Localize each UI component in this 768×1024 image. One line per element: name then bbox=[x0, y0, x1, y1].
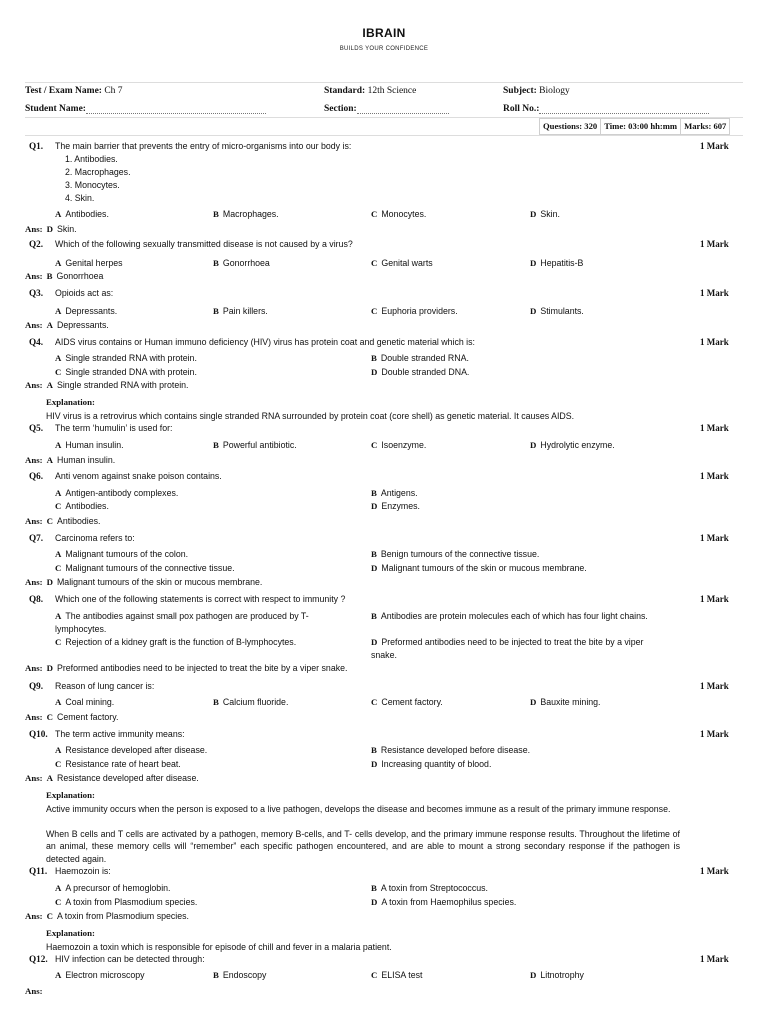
option-text: Antigens. bbox=[380, 488, 418, 498]
option-text: A toxin from Plasmodium species. bbox=[65, 897, 198, 907]
question-number: Q8. bbox=[29, 594, 44, 604]
question-text: Reason of lung cancer is: bbox=[55, 681, 155, 691]
question-list-item: 1. Antibodies. bbox=[65, 154, 118, 164]
option-letter: B bbox=[213, 258, 219, 268]
option-letter: A bbox=[55, 488, 62, 498]
option-d[interactable] bbox=[371, 366, 681, 379]
option-text: Enzymes. bbox=[381, 501, 420, 511]
option-letter: A bbox=[55, 697, 62, 707]
option-text: Antibodies. bbox=[65, 501, 109, 511]
option-c[interactable] bbox=[55, 366, 365, 379]
option-letter: B bbox=[371, 611, 377, 621]
brand-title: IBRAIN bbox=[362, 26, 406, 40]
answer-line bbox=[25, 516, 101, 526]
option-c[interactable] bbox=[55, 896, 365, 909]
answer-label: Ans: bbox=[25, 986, 43, 996]
option-b[interactable] bbox=[371, 744, 681, 757]
option-b[interactable] bbox=[371, 352, 681, 365]
option-letter: C bbox=[55, 637, 62, 647]
option-letter: B bbox=[213, 970, 219, 980]
option-d[interactable] bbox=[371, 896, 681, 909]
question-mark: 1 Mark bbox=[700, 471, 729, 481]
answer-text: Preformed antibodies need to be injected to treat the bite by a viper snake. bbox=[56, 663, 348, 673]
option-a[interactable] bbox=[55, 969, 205, 982]
question-text: The main barrier that prevents the entry of micro-organisms into our body is: bbox=[55, 141, 352, 151]
answer-line bbox=[25, 712, 118, 722]
answer-label: Ans: bbox=[25, 320, 43, 330]
option-a[interactable] bbox=[55, 305, 205, 318]
answer-text: Single stranded RNA with protein. bbox=[56, 380, 189, 390]
option-d[interactable] bbox=[530, 969, 680, 982]
answer-line bbox=[25, 911, 189, 921]
option-text: Skin. bbox=[540, 209, 560, 219]
option-text: Stimulants. bbox=[540, 306, 584, 316]
answer-letter: A bbox=[46, 773, 53, 783]
option-letter: A bbox=[55, 209, 62, 219]
question-number: Q11. bbox=[29, 866, 48, 876]
option-b[interactable] bbox=[213, 439, 363, 452]
option-a[interactable] bbox=[55, 439, 205, 452]
option-letter: B bbox=[213, 697, 219, 707]
answer-label: Ans: bbox=[25, 380, 43, 390]
option-letter: C bbox=[55, 367, 62, 377]
option-d[interactable] bbox=[371, 758, 681, 771]
answer-label: Ans: bbox=[25, 663, 43, 673]
explanation-text: When B cells and T cells are activated by a pathogen, memory B-cells, and T- cells develop, and the primary immune response results. Throughout the lifetime of an animal, these memory cells will “remember” each specific pathogen encountered, and are able to mount a strong secondary response if the pathogen is detected again. bbox=[46, 829, 680, 864]
option-b[interactable] bbox=[213, 305, 363, 318]
question-text: AIDS virus contains or Human immuno deficiency (HIV) virus has protein coat and genetic material which is: bbox=[55, 337, 475, 347]
option-text: Malignant tumours of the colon. bbox=[65, 549, 189, 559]
question-number: Q7. bbox=[29, 533, 44, 543]
answer-letter: D bbox=[46, 577, 53, 587]
option-text: Malignant tumours of the skin or mucous membrane. bbox=[381, 563, 587, 573]
option-letter: D bbox=[371, 897, 378, 907]
answer-line bbox=[25, 320, 109, 330]
option-text: Antigen-antibody complexes. bbox=[65, 488, 179, 498]
option-text: Electron microscopy bbox=[65, 970, 145, 980]
answer-label: Ans: bbox=[25, 577, 43, 587]
question-mark: 1 Mark bbox=[700, 141, 729, 151]
option-b[interactable] bbox=[371, 487, 681, 500]
option-c[interactable] bbox=[55, 758, 365, 771]
option-letter: B bbox=[371, 883, 377, 893]
answer-text: A toxin from Plasmodium species. bbox=[56, 911, 189, 921]
question-text: The term active immunity means: bbox=[55, 729, 185, 739]
option-text: Gonorrhoea bbox=[222, 258, 270, 268]
answer-text: Human insulin. bbox=[56, 455, 116, 465]
option-text: Genital herpes bbox=[65, 258, 123, 268]
answer-letter: D bbox=[46, 663, 53, 673]
question-list-item: 2. Macrophages. bbox=[65, 167, 131, 177]
answer-text: Resistance developed after disease. bbox=[56, 773, 199, 783]
question-list-item: 4. Skin. bbox=[65, 193, 95, 203]
question-mark: 1 Mark bbox=[700, 681, 729, 691]
option-letter: B bbox=[371, 745, 377, 755]
question-mark: 1 Mark bbox=[700, 239, 729, 249]
question-mark: 1 Mark bbox=[700, 423, 729, 433]
option-letter: C bbox=[55, 563, 62, 573]
question-text: Which of the following sexually transmitted disease is not caused by a virus? bbox=[55, 239, 353, 249]
answer-text: Depressants. bbox=[56, 320, 109, 330]
option-text: Cement factory. bbox=[381, 697, 443, 707]
option-text: Coal mining. bbox=[65, 697, 115, 707]
answer-text: Malignant tumours of the skin or mucous membrane. bbox=[56, 577, 263, 587]
option-text: Double stranded DNA. bbox=[381, 367, 470, 377]
option-text: Antibodies are protein molecules each of which has four light chains. bbox=[380, 611, 648, 621]
option-text: Malignant tumours of the connective tissue. bbox=[65, 563, 235, 573]
roll-no-label: Roll No.: bbox=[503, 104, 540, 114]
option-letter: C bbox=[371, 306, 378, 316]
option-d[interactable] bbox=[530, 208, 680, 221]
option-letter: A bbox=[55, 353, 62, 363]
question-text: Anti venom against snake poison contains. bbox=[55, 471, 222, 481]
question-text: The term ‘humulin’ is used for: bbox=[55, 423, 173, 433]
option-letter: A bbox=[55, 549, 62, 559]
option-b[interactable] bbox=[213, 208, 363, 221]
question-text: Which one of the following statements is correct with respect to immunity ? bbox=[55, 594, 346, 604]
answer-label: Ans: bbox=[25, 911, 43, 921]
answer-letter: D bbox=[46, 224, 53, 234]
answer-label: Ans: bbox=[25, 773, 43, 783]
option-letter: A bbox=[55, 745, 62, 755]
option-text: Human insulin. bbox=[65, 440, 124, 450]
brand-tagline: BUILDS YOUR CONFIDENCE bbox=[339, 46, 429, 52]
question-mark: 1 Mark bbox=[700, 337, 729, 347]
answer-label: Ans: bbox=[25, 455, 43, 465]
option-text: Isoenzyme. bbox=[381, 440, 427, 450]
option-text: Hydrolytic enzyme. bbox=[540, 440, 615, 450]
option-text: Euphoria providers. bbox=[381, 306, 458, 316]
option-letter: B bbox=[213, 440, 219, 450]
subject-label: Subject: bbox=[503, 86, 537, 96]
option-letter: D bbox=[530, 258, 537, 268]
answer-label: Ans: bbox=[25, 516, 43, 526]
option-text: Hepatitis-B bbox=[540, 258, 584, 268]
option-text: A precursor of hemoglobin. bbox=[65, 883, 171, 893]
question-text: HIV infection can be detected through: bbox=[55, 954, 205, 964]
option-letter: A bbox=[55, 611, 62, 621]
option-b[interactable] bbox=[213, 969, 363, 982]
option-text: A toxin from Streptococcus. bbox=[380, 883, 488, 893]
option-a[interactable] bbox=[55, 257, 205, 270]
option-a[interactable] bbox=[55, 208, 205, 221]
option-letter: C bbox=[55, 759, 62, 769]
question-number: Q1. bbox=[29, 141, 44, 151]
option-text: Preformed antibodies need to be injected to treat the bite by a viper snake. bbox=[371, 637, 644, 660]
option-d[interactable] bbox=[530, 305, 680, 318]
option-letter: D bbox=[371, 759, 378, 769]
option-text: Litnotrophy bbox=[540, 970, 584, 980]
option-text: Benign tumours of the connective tissue. bbox=[380, 549, 540, 559]
answer-letter: B bbox=[46, 271, 53, 281]
answer-label: Ans: bbox=[25, 712, 43, 722]
option-c[interactable] bbox=[55, 636, 345, 649]
option-text: Monocytes. bbox=[381, 209, 427, 219]
option-a[interactable] bbox=[55, 882, 365, 895]
option-b[interactable] bbox=[213, 696, 363, 709]
answer-line bbox=[25, 271, 103, 281]
question-mark: 1 Mark bbox=[700, 288, 729, 298]
explanation-label: Explanation: bbox=[46, 790, 95, 800]
option-text: Resistance developed before disease. bbox=[380, 745, 531, 755]
option-letter: A bbox=[55, 970, 62, 980]
option-letter: A bbox=[55, 883, 62, 893]
answer-text: Skin. bbox=[56, 224, 77, 234]
time-limit: Time: 03:00 hh:mm bbox=[600, 119, 680, 134]
questions-count: Questions: 320 bbox=[543, 121, 598, 131]
option-letter: A bbox=[55, 440, 62, 450]
answer-text: Cement factory. bbox=[56, 712, 119, 722]
option-c[interactable] bbox=[371, 208, 521, 221]
option-text: Bauxite mining. bbox=[540, 697, 601, 707]
option-a[interactable] bbox=[55, 487, 365, 500]
option-a[interactable] bbox=[55, 352, 365, 365]
standard-label: Standard: bbox=[324, 86, 366, 96]
option-letter: D bbox=[371, 637, 378, 647]
option-text: Macrophages. bbox=[222, 209, 279, 219]
answer-text: Gonorrhoea bbox=[56, 271, 104, 281]
explanation-text: Haemozoin a toxin which is responsible for episode of chill and fever in a malaria patient. bbox=[46, 942, 392, 952]
question-mark: 1 Mark bbox=[700, 954, 729, 964]
answer-line bbox=[25, 224, 77, 234]
option-letter: C bbox=[55, 897, 62, 907]
question-number: Q4. bbox=[29, 337, 44, 347]
option-text: Single stranded DNA with protein. bbox=[65, 367, 197, 377]
option-letter: D bbox=[530, 306, 537, 316]
option-letter: D bbox=[530, 697, 537, 707]
explanation-text: HIV virus is a retrovirus which contains single stranded RNA surrounded by protein coat (core shell) as genetic material. It causes AIDS. bbox=[46, 411, 575, 421]
answer-text: Antibodies. bbox=[56, 516, 101, 526]
option-letter: B bbox=[371, 549, 377, 559]
option-letter: C bbox=[55, 501, 62, 511]
option-c[interactable] bbox=[371, 257, 521, 270]
option-text: Antibodies. bbox=[65, 209, 109, 219]
answer-letter: C bbox=[46, 712, 53, 722]
option-text: Single stranded RNA with protein. bbox=[65, 353, 197, 363]
answer-label: Ans: bbox=[25, 224, 43, 234]
option-letter: C bbox=[371, 258, 378, 268]
option-d[interactable] bbox=[530, 257, 680, 270]
answer-line bbox=[25, 577, 262, 587]
question-mark: 1 Mark bbox=[700, 866, 729, 876]
option-d[interactable] bbox=[371, 500, 681, 513]
option-d[interactable] bbox=[530, 696, 680, 709]
question-text: Haemozoin is: bbox=[55, 866, 111, 876]
test-name-label: Test / Exam Name: bbox=[25, 86, 102, 96]
option-c[interactable] bbox=[371, 696, 521, 709]
question-text: Opioids act as: bbox=[55, 288, 114, 298]
option-text: Pain killers. bbox=[222, 306, 268, 316]
option-c[interactable] bbox=[371, 969, 521, 982]
answer-letter: A bbox=[46, 320, 53, 330]
option-c[interactable] bbox=[371, 305, 521, 318]
answer-letter: C bbox=[46, 516, 53, 526]
option-text: A toxin from Haemophilus species. bbox=[381, 897, 517, 907]
answer-line bbox=[25, 663, 347, 673]
option-text: Depressants. bbox=[65, 306, 118, 316]
option-letter: C bbox=[371, 440, 378, 450]
option-text: Increasing quantity of blood. bbox=[381, 759, 492, 769]
option-letter: D bbox=[371, 563, 378, 573]
standard-value: 12th Science bbox=[367, 86, 417, 96]
option-c[interactable] bbox=[55, 562, 365, 575]
option-d[interactable] bbox=[371, 636, 661, 662]
option-letter: C bbox=[371, 970, 378, 980]
answer-line bbox=[25, 773, 199, 783]
question-number: Q12. bbox=[29, 954, 48, 964]
option-letter: B bbox=[371, 488, 377, 498]
question-mark: 1 Mark bbox=[700, 594, 729, 604]
answer-letter: A bbox=[46, 380, 53, 390]
explanation-label: Explanation: bbox=[46, 928, 95, 938]
option-letter: D bbox=[371, 367, 378, 377]
option-text: Endoscopy bbox=[222, 970, 267, 980]
option-letter: C bbox=[371, 209, 378, 219]
option-b[interactable] bbox=[371, 882, 681, 895]
subject-value: Biology bbox=[539, 86, 570, 96]
student-name-label: Student Name: bbox=[25, 104, 86, 114]
option-text: Genital warts bbox=[381, 258, 433, 268]
option-letter: D bbox=[530, 209, 537, 219]
option-text: Calcium fluoride. bbox=[222, 697, 289, 707]
test-name-value: Ch 7 bbox=[104, 86, 123, 96]
option-letter: A bbox=[55, 306, 62, 316]
option-letter: B bbox=[213, 209, 219, 219]
question-number: Q2. bbox=[29, 239, 44, 249]
question-text: Carcinoma refers to: bbox=[55, 533, 135, 543]
option-text: Powerful antibiotic. bbox=[222, 440, 297, 450]
option-letter: B bbox=[213, 306, 219, 316]
question-number: Q9. bbox=[29, 681, 44, 691]
answer-label: Ans: bbox=[25, 271, 43, 281]
option-letter: D bbox=[530, 440, 537, 450]
answer-line bbox=[25, 455, 115, 465]
option-letter: D bbox=[371, 501, 378, 511]
option-a[interactable] bbox=[55, 548, 365, 561]
explanation-label: Explanation: bbox=[46, 397, 95, 407]
option-c[interactable] bbox=[55, 500, 365, 513]
option-text: Double stranded RNA. bbox=[380, 353, 469, 363]
section-label: Section: bbox=[324, 104, 357, 114]
option-letter: D bbox=[530, 970, 537, 980]
answer-letter: C bbox=[46, 911, 53, 921]
option-b[interactable] bbox=[371, 610, 661, 623]
question-number: Q6. bbox=[29, 471, 44, 481]
option-text: Resistance rate of heart beat. bbox=[65, 759, 181, 769]
option-text: Resistance developed after disease. bbox=[65, 745, 208, 755]
question-number: Q5. bbox=[29, 423, 44, 433]
option-d[interactable] bbox=[530, 439, 680, 452]
option-letter: B bbox=[371, 353, 377, 363]
option-text: ELISA test bbox=[381, 970, 423, 980]
option-text: Rejection of a kidney graft is the function of B-lymphocytes. bbox=[65, 637, 297, 647]
option-letter: A bbox=[55, 258, 62, 268]
question-number: Q3. bbox=[29, 288, 44, 298]
answer-line bbox=[25, 380, 189, 390]
option-c[interactable] bbox=[371, 439, 521, 452]
option-letter: C bbox=[371, 697, 378, 707]
question-mark: 1 Mark bbox=[700, 533, 729, 543]
answer-line bbox=[25, 986, 47, 996]
option-text: The antibodies against small pox pathogen are produced by T-lymphocytes. bbox=[55, 611, 309, 634]
option-a[interactable] bbox=[55, 696, 205, 709]
total-marks: Marks: 607 bbox=[680, 119, 729, 134]
question-number: Q10. bbox=[29, 729, 48, 739]
question-mark: 1 Mark bbox=[700, 729, 729, 739]
option-a[interactable] bbox=[55, 610, 345, 636]
option-b[interactable] bbox=[213, 257, 363, 270]
option-d[interactable] bbox=[371, 562, 681, 575]
option-a[interactable] bbox=[55, 744, 365, 757]
question-list-item: 3. Monocytes. bbox=[65, 180, 120, 190]
answer-letter: A bbox=[46, 455, 53, 465]
option-b[interactable] bbox=[371, 548, 681, 561]
explanation-text: Active immunity occurs when the person is exposed to a live pathogen, develops the disease and becomes immune as a result of the primary immune response. bbox=[46, 804, 671, 814]
